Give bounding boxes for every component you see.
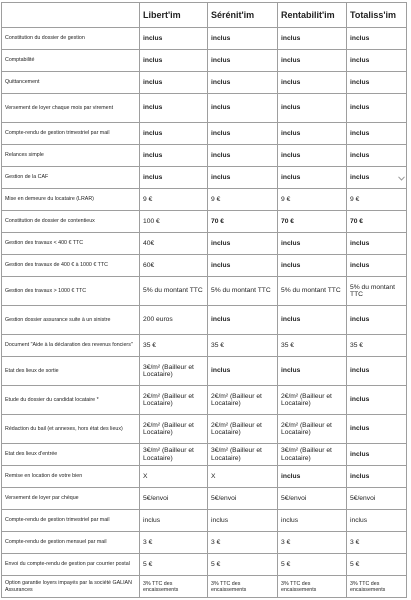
- price-cell: 3€/m² (Bailleur et Locataire): [208, 444, 278, 466]
- table-row: [2, 576, 407, 598]
- price-cell: inclus: [208, 123, 278, 145]
- price-cell: inclus: [278, 233, 347, 255]
- price-cell: inclus: [347, 50, 407, 72]
- price-cell: 100 €: [140, 211, 208, 233]
- price-cell: inclus: [347, 167, 407, 189]
- feature-label: Constitution du dossier de gestion: [2, 28, 140, 50]
- price-cell: inclus: [278, 50, 347, 72]
- price-cell: 5% du montant TTC: [208, 277, 278, 306]
- price-cell: 5% du montant TTC: [140, 277, 208, 306]
- price-cell: 60€: [140, 255, 208, 277]
- price-cell: 200 euros: [140, 306, 208, 335]
- price-cell: 5 €: [140, 554, 208, 576]
- price-cell: inclus: [140, 510, 208, 532]
- header-serenitim: Sérénit'im: [208, 3, 278, 28]
- price-cell: 70 €: [278, 211, 347, 233]
- table-row: [2, 233, 407, 255]
- price-cell: 9 €: [208, 189, 278, 211]
- price-cell: 3€/m² (Bailleur et Locataire): [140, 357, 208, 386]
- table-row: [2, 510, 407, 532]
- price-cell: inclus: [278, 306, 347, 335]
- table-row: [2, 255, 407, 277]
- price-cell: 3% TTC des encaissements: [278, 576, 347, 598]
- price-cell: 9 €: [140, 189, 208, 211]
- table-row: [2, 94, 407, 123]
- price-cell: inclus: [140, 145, 208, 167]
- price-cell: X: [140, 466, 208, 488]
- price-cell: 40€: [140, 233, 208, 255]
- feature-label: Gestion des travaux < 400 € TTC: [2, 233, 140, 255]
- price-cell: inclus: [208, 145, 278, 167]
- price-cell: 3€/m² (Bailleur et Locataire): [140, 444, 208, 466]
- header-feature: [2, 3, 140, 28]
- table-row: [2, 123, 407, 145]
- table-row: [2, 335, 407, 357]
- price-cell: inclus: [208, 50, 278, 72]
- price-cell: 70 €: [208, 211, 278, 233]
- price-cell: 2€/m² (Bailleur et Locataire): [278, 415, 347, 444]
- price-cell: 5 €: [278, 554, 347, 576]
- table-row: [2, 386, 407, 415]
- price-cell: 3 €: [278, 532, 347, 554]
- feature-label: Compte-rendu de gestion trimestriel par mail: [2, 123, 140, 145]
- feature-label: Envoi du compte-rendu de gestion par courrier postal: [2, 554, 140, 576]
- table-row: [2, 357, 407, 386]
- price-cell: 5€/envoi: [278, 488, 347, 510]
- price-cell: inclus: [347, 386, 407, 415]
- feature-label: Etat des lieux d'entrée: [2, 444, 140, 466]
- price-cell: 3% TTC des encaissements: [208, 576, 278, 598]
- price-cell: 2€/m² (Bailleur et Locataire): [140, 415, 208, 444]
- feature-label: Relances simple: [2, 145, 140, 167]
- price-cell: inclus: [278, 94, 347, 123]
- price-cell: inclus: [347, 233, 407, 255]
- price-cell: 70 €: [347, 211, 407, 233]
- pricing-rows: [2, 28, 407, 598]
- feature-label: Etude du dossier du candidat locataire *: [2, 386, 140, 415]
- price-cell: inclus: [278, 145, 347, 167]
- price-cell: 5€/envoi: [140, 488, 208, 510]
- feature-label: Option garantie loyers impayés par la société GALIAN Assurances: [2, 576, 140, 598]
- feature-label: Gestion de la CAF: [2, 167, 140, 189]
- price-cell: 2€/m² (Bailleur et Locataire): [278, 386, 347, 415]
- feature-label: Constitution de dossier de contentieux: [2, 211, 140, 233]
- table-row: [2, 50, 407, 72]
- table-row: [2, 488, 407, 510]
- table-row: [2, 277, 407, 306]
- price-cell: inclus: [278, 357, 347, 386]
- feature-label: Mise en demeure du locataire (LRAR): [2, 189, 140, 211]
- table-row: [2, 72, 407, 94]
- table-row: [2, 306, 407, 335]
- price-cell: inclus: [208, 255, 278, 277]
- price-cell: inclus: [208, 167, 278, 189]
- feature-label: Document "Aide à la déclaration des revenus fonciers": [2, 335, 140, 357]
- feature-label: Versement de loyer chaque mois par virement: [2, 94, 140, 123]
- price-cell: inclus: [140, 123, 208, 145]
- table-row: [2, 554, 407, 576]
- price-cell: 3€/m² (Bailleur et Locataire): [278, 444, 347, 466]
- pricing-table: [1, 2, 407, 598]
- price-cell: 2€/m² (Bailleur et Locataire): [140, 386, 208, 415]
- price-cell: inclus: [140, 167, 208, 189]
- feature-label: Gestion dossier assurance suite à un sinistre: [2, 306, 140, 335]
- table-row: [2, 167, 407, 189]
- header-totalissim: Totaliss'im: [347, 3, 407, 28]
- price-cell: 3 €: [140, 532, 208, 554]
- price-cell: inclus: [208, 94, 278, 123]
- price-cell: 5 €: [208, 554, 278, 576]
- price-cell: inclus: [208, 28, 278, 50]
- price-cell: 5€/envoi: [347, 488, 407, 510]
- price-cell: 35 €: [278, 335, 347, 357]
- price-cell: inclus: [208, 306, 278, 335]
- price-cell: inclus: [347, 123, 407, 145]
- price-cell: inclus: [140, 72, 208, 94]
- price-cell: inclus: [278, 28, 347, 50]
- table-row: [2, 189, 407, 211]
- feature-label: Compte-rendu de gestion mensuel par mail: [2, 532, 140, 554]
- price-cell: 35 €: [347, 335, 407, 357]
- price-cell: inclus: [278, 466, 347, 488]
- price-cell: inclus: [278, 167, 347, 189]
- price-cell: 5% du montant TTC: [278, 277, 347, 306]
- price-cell: inclus: [347, 466, 407, 488]
- price-cell: 5€/envoi: [208, 488, 278, 510]
- price-cell: inclus: [140, 94, 208, 123]
- price-cell: 3 €: [347, 532, 407, 554]
- price-cell: 35 €: [140, 335, 208, 357]
- table-row: [2, 211, 407, 233]
- price-cell: inclus: [208, 233, 278, 255]
- feature-label: Quittancement: [2, 72, 140, 94]
- price-cell: 5% du montant TTC: [347, 277, 407, 306]
- price-cell: inclus: [208, 357, 278, 386]
- price-cell: inclus: [347, 510, 407, 532]
- price-cell: inclus: [347, 28, 407, 50]
- price-cell: 2€/m² (Bailleur et Locataire): [208, 386, 278, 415]
- table-row: [2, 466, 407, 488]
- price-cell: inclus: [347, 94, 407, 123]
- price-cell: inclus: [278, 510, 347, 532]
- price-cell: inclus: [140, 50, 208, 72]
- feature-label: Comptabilité: [2, 50, 140, 72]
- price-cell: 9 €: [347, 189, 407, 211]
- price-cell: 3 €: [208, 532, 278, 554]
- price-cell: 2€/m² (Bailleur et Locataire): [208, 415, 278, 444]
- table-row: [2, 444, 407, 466]
- price-cell: 9 €: [278, 189, 347, 211]
- price-cell: 3% TTC des encaissements: [140, 576, 208, 598]
- price-cell: 5 €: [347, 554, 407, 576]
- feature-label: Versement de loyer par chèque: [2, 488, 140, 510]
- table-row: [2, 532, 407, 554]
- price-cell: inclus: [347, 255, 407, 277]
- feature-label: Etat des lieux de sortie: [2, 357, 140, 386]
- price-cell: inclus: [347, 444, 407, 466]
- feature-label: Gestion des travaux > 1000 € TTC: [2, 277, 140, 306]
- price-cell: inclus: [347, 415, 407, 444]
- price-cell: inclus: [278, 255, 347, 277]
- price-cell: inclus: [208, 72, 278, 94]
- feature-label: Compte-rendu de gestion trimestriel par mail: [2, 510, 140, 532]
- table-row: [2, 415, 407, 444]
- price-cell: inclus: [347, 306, 407, 335]
- header-rentabilitim: Rentabilit'im: [278, 3, 347, 28]
- price-cell: 35 €: [208, 335, 278, 357]
- feature-label: Gestion des travaux de 400 € à 1000 € TTC: [2, 255, 140, 277]
- price-cell: inclus: [347, 145, 407, 167]
- price-cell: inclus: [347, 72, 407, 94]
- price-cell: X: [208, 466, 278, 488]
- price-cell: inclus: [140, 28, 208, 50]
- price-cell: inclus: [278, 123, 347, 145]
- header-libertim: Libert'im: [140, 3, 208, 28]
- table-row: [2, 145, 407, 167]
- header-row: [2, 3, 407, 28]
- feature-label: Remise en location de votre bien: [2, 466, 140, 488]
- table-row: [2, 28, 407, 50]
- price-cell: inclus: [208, 510, 278, 532]
- feature-label: Rédaction du bail (et annexes, hors état des lieux): [2, 415, 140, 444]
- price-cell: inclus: [347, 357, 407, 386]
- price-cell: 3% TTC des encaissements: [347, 576, 407, 598]
- price-cell: inclus: [278, 72, 347, 94]
- chevron-down-icon[interactable]: [397, 174, 405, 182]
